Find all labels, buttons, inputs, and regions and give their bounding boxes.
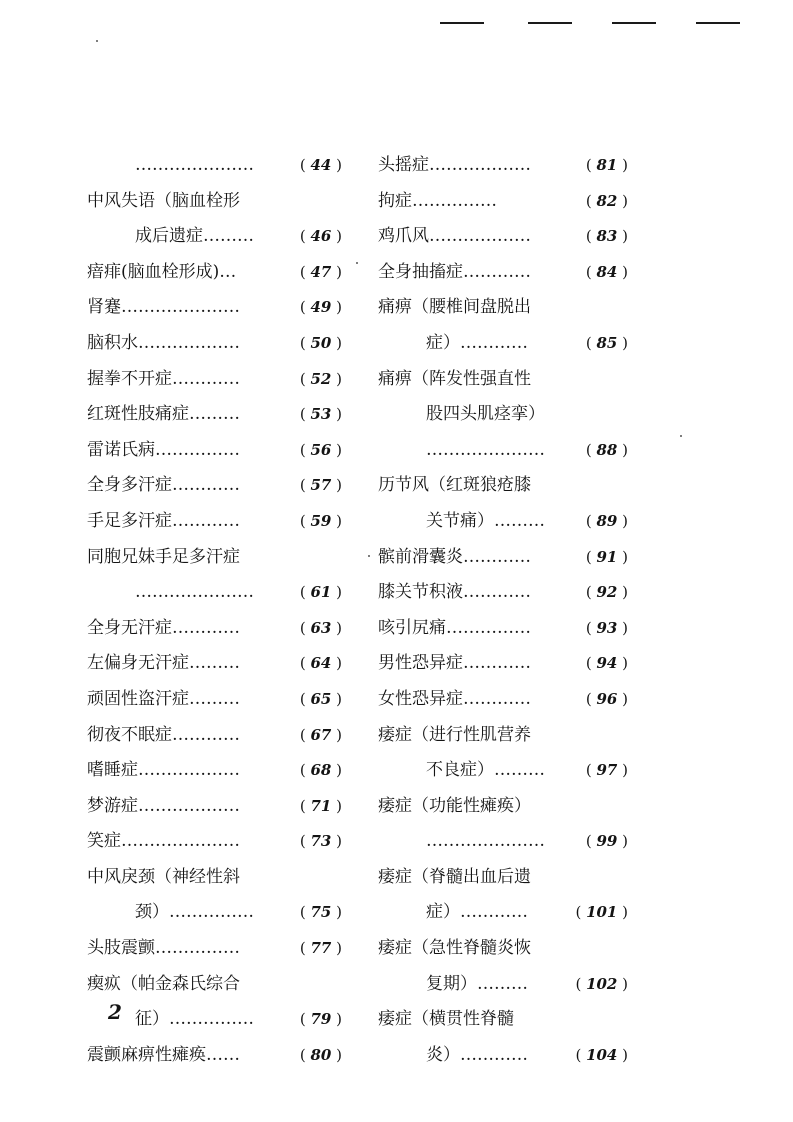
toc-entry <box>87 718 342 754</box>
toc-entry-title: 成后遗症……… <box>135 226 254 247</box>
toc-entry <box>87 789 342 825</box>
toc-entry <box>87 397 342 433</box>
toc-entry-page: ( 99 ) <box>586 824 628 860</box>
toc-entry-title: 彻夜不眠症………… <box>87 724 240 745</box>
toc-entry <box>87 611 342 647</box>
toc-right-column <box>378 148 628 1073</box>
toc-entry-page: ( 82 ) <box>586 184 628 220</box>
print-speck <box>680 435 682 437</box>
toc-entry <box>87 540 342 576</box>
toc-entry <box>378 1002 628 1038</box>
toc-entry-title: 膝关节积液………… <box>378 582 531 603</box>
toc-entry-title: 痿症（急性脊髓炎恢 <box>378 938 531 959</box>
toc-entry-title: 握拳不开症………… <box>87 368 240 389</box>
toc-entry-title: 男性恐异症………… <box>378 653 531 674</box>
toc-entry-title: 咳引尻痛…………… <box>378 617 531 638</box>
toc-entry <box>378 290 628 326</box>
toc-entry <box>378 468 628 504</box>
toc-entry-title: 头肢震颤…………… <box>87 938 240 959</box>
toc-entry-title: 髌前滑囊炎………… <box>378 546 531 567</box>
toc-entry-page: ( 92 ) <box>586 575 628 611</box>
toc-entry-title: 脑积水……………… <box>87 332 240 353</box>
toc-entry-page: ( 59 ) <box>300 504 342 540</box>
toc-entry-page: ( 61 ) <box>300 575 342 611</box>
toc-entry <box>87 646 342 682</box>
toc-entry <box>87 184 342 220</box>
toc-entry <box>87 575 342 611</box>
print-speck <box>356 262 358 264</box>
toc-entry-page: ( 89 ) <box>586 504 628 540</box>
toc-entry-page: ( 102 ) <box>575 967 628 1003</box>
toc-entry <box>378 575 628 611</box>
toc-entry <box>378 931 628 967</box>
toc-entry-title: 症）………… <box>426 332 528 353</box>
toc-entry-title: 头摇症……………… <box>378 155 531 175</box>
toc-entry <box>378 540 628 576</box>
toc-entry <box>378 219 628 255</box>
header-rule <box>696 22 740 24</box>
toc-entry-page: ( 50 ) <box>300 326 342 362</box>
header-rules <box>440 22 780 26</box>
toc-entry-page: ( 75 ) <box>300 895 342 931</box>
toc-entry <box>87 682 342 718</box>
toc-entry <box>87 219 342 255</box>
toc-entry-page: ( 101 ) <box>575 895 628 931</box>
toc-entry-page: ( 104 ) <box>575 1038 628 1074</box>
toc-entry-page: ( 46 ) <box>300 219 342 255</box>
toc-entry-title: 中风失语（脑血栓形 <box>87 190 240 211</box>
toc-entry <box>378 895 628 931</box>
toc-entry <box>378 753 628 789</box>
toc-entry <box>378 646 628 682</box>
toc-entry <box>87 967 342 1003</box>
toc-entry-page: ( 71 ) <box>300 789 342 825</box>
toc-entry-title: 股四头肌痉挛） <box>426 404 545 425</box>
toc-entry-title: 痿症（功能性瘫痪） <box>378 795 531 816</box>
toc-entry-page: ( 53 ) <box>300 397 342 433</box>
toc-entry-title: 顽固性盗汗症……… <box>87 688 240 709</box>
toc-entry-page: ( 96 ) <box>586 682 628 718</box>
toc-entry-title: ………………… <box>135 155 254 175</box>
toc-entry-title: 雷诺氏病…………… <box>87 439 240 460</box>
toc-entry-page: ( 91 ) <box>586 540 628 576</box>
toc-entry-page: ( 97 ) <box>586 753 628 789</box>
toc-entry-title: 痛痹（腰椎间盘脱出 <box>378 297 531 318</box>
toc-entry <box>87 1002 342 1038</box>
toc-entry <box>378 184 628 220</box>
toc-entry <box>378 255 628 291</box>
toc-entry-title: 历节风（红斑狼疮膝 <box>378 475 531 496</box>
toc-entry <box>87 860 342 896</box>
toc-entry-page: ( 77 ) <box>300 931 342 967</box>
toc-entry-title: ………………… <box>135 582 254 603</box>
toc-entry <box>87 433 342 469</box>
toc-entry-page: ( 84 ) <box>586 255 628 291</box>
toc-entry-page: ( 85 ) <box>586 326 628 362</box>
toc-entry-title: 女性恐异症………… <box>378 688 531 709</box>
toc-entry-title: 痿症（横贯性脊髓 <box>378 1009 514 1030</box>
toc-entry <box>378 860 628 896</box>
header-rule <box>612 22 656 24</box>
toc-entry-title: 全身抽搐症………… <box>378 261 531 282</box>
toc-entry-title: 炎）………… <box>426 1044 528 1065</box>
toc-entry-title: 痿症（进行性肌营养 <box>378 724 531 745</box>
toc-entry-title: 梦游症……………… <box>87 795 240 816</box>
toc-entry-title: 征）…………… <box>135 1009 254 1030</box>
toc-entry <box>87 931 342 967</box>
header-rule <box>440 22 484 24</box>
toc-entry <box>87 824 342 860</box>
toc-entry-page: ( 67 ) <box>300 718 342 754</box>
toc-entry-page: ( 80 ) <box>300 1038 342 1074</box>
toc-entry-page: ( 49 ) <box>300 290 342 326</box>
toc-entry <box>378 1038 628 1074</box>
print-speck <box>368 555 370 557</box>
toc-entry <box>378 148 628 184</box>
toc-entry-title: 不良症）……… <box>426 760 545 781</box>
toc-entry-title: 鸡爪风……………… <box>378 226 531 247</box>
toc-entry <box>378 326 628 362</box>
toc-entry-title: 左偏身无汗症……… <box>87 653 240 674</box>
toc-entry-title: 笑症………………… <box>87 831 240 852</box>
toc-entry <box>378 967 628 1003</box>
toc-entry-title: 关节痛）……… <box>426 510 545 531</box>
toc-entry-page: ( 56 ) <box>300 433 342 469</box>
toc-entry-title: 震颤麻痹性瘫痪…… <box>87 1044 240 1065</box>
toc-entry <box>87 326 342 362</box>
toc-entry-title: 颈）…………… <box>135 902 254 923</box>
toc-entry-title: 红斑性肢痛症……… <box>87 404 240 425</box>
toc-entry-page: ( 79 ) <box>300 1002 342 1038</box>
toc-entry <box>378 504 628 540</box>
toc-entry-page: ( 57 ) <box>300 468 342 504</box>
toc-entry-title: 嗜睡症……………… <box>87 760 240 781</box>
toc-entry-page: ( 65 ) <box>300 682 342 718</box>
toc-entry <box>87 468 342 504</box>
toc-entry-page: ( 93 ) <box>586 611 628 647</box>
toc-entry <box>378 611 628 647</box>
toc-entry-page: ( 94 ) <box>586 646 628 682</box>
toc-entry <box>378 718 628 754</box>
toc-entry-title: 瘈疭（帕金森氏综合 <box>87 973 240 994</box>
toc-entry-title: 全身无汗症………… <box>87 617 240 638</box>
toc-entry <box>87 290 342 326</box>
toc-entry-page: ( 68 ) <box>300 753 342 789</box>
toc-entry-title: 痿症（脊髓出血后遗 <box>378 866 531 887</box>
toc-entry-page: ( 63 ) <box>300 611 342 647</box>
toc-entry <box>87 362 342 398</box>
toc-entry <box>87 255 342 291</box>
toc-entry-title: 复期）……… <box>426 973 528 994</box>
toc-entry-title: 拘症…………… <box>378 190 497 211</box>
toc-entry-title: 肾蹇………………… <box>87 297 240 318</box>
toc-entry <box>378 682 628 718</box>
toc-entry <box>87 1038 342 1074</box>
toc-entry <box>87 753 342 789</box>
toc-entry-page: ( 47 ) <box>300 255 342 291</box>
toc-entry-page: ( 64 ) <box>300 646 342 682</box>
toc-entry <box>378 433 628 469</box>
toc-entry-page: ( 73 ) <box>300 824 342 860</box>
toc-entry-title: 同胞兄妹手足多汗症 <box>87 546 240 567</box>
toc-entry <box>378 824 628 860</box>
toc-entry <box>378 362 628 398</box>
toc-entry <box>87 148 342 184</box>
toc-entry-page: ( 83 ) <box>586 219 628 255</box>
page-number: 2 <box>108 1000 122 1024</box>
toc-entry-title: 中风戾颈（神经性斜 <box>87 866 240 887</box>
toc-entry-title: 手足多汗症………… <box>87 510 240 531</box>
toc-entry-title: 瘖痱(脑血栓形成)… <box>87 261 237 282</box>
toc-entry-title: 症）………… <box>426 902 528 923</box>
toc-entry-page: ( 88 ) <box>586 433 628 469</box>
toc-entry-title: 痛痹（阵发性强直性 <box>378 368 531 389</box>
toc-entry <box>87 895 342 931</box>
toc-entry <box>378 789 628 825</box>
toc-entry <box>87 504 342 540</box>
toc-entry-title: ………………… <box>426 439 545 460</box>
header-rule <box>528 22 572 24</box>
toc-entry-page: ( 52 ) <box>300 362 342 398</box>
toc-left-column <box>87 148 342 1073</box>
toc-entry-page: ( 81 ) <box>586 148 628 184</box>
print-speck <box>96 40 98 42</box>
toc-entry <box>378 397 628 433</box>
toc-entry-title: 全身多汗症………… <box>87 475 240 496</box>
toc-entry-title: ………………… <box>426 831 545 852</box>
toc-entry-page: ( 44 ) <box>300 148 342 184</box>
